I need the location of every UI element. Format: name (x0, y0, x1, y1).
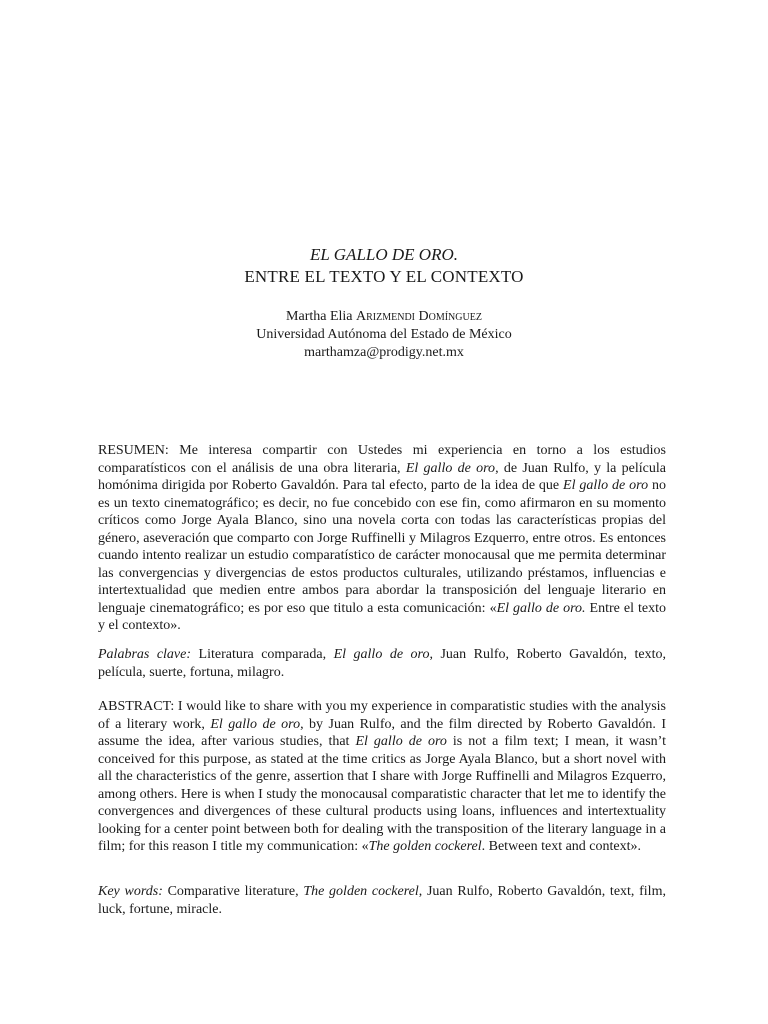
abstract-italic: El gallo de oro (355, 734, 447, 749)
abstract-label: ABSTRACT: (98, 699, 175, 714)
article-title (0, 244, 768, 288)
resumen-label: RESUMEN: (98, 443, 169, 458)
author-surname: Arizmendi Domínguez (356, 309, 482, 324)
abstract-text: is not a film text; I mean, it wasn’t conceived for this purpose, as stated at the time critics as Jorge Ayala Blanco, but a short novel with all the characteristics of the genre, assertion that I share with Jorge Ruffinelli and Milagros Ezquerro, among others. Here is when I study the monocausal comparatistic character that let me to identify the convergences and divergences of these cultural products using loans, influences and intertextuality looking for a center point between both for dealing with the transposition of the literary language in a film; for this reason I title my communication: « (98, 734, 666, 854)
resumen-text: Entre el texto y el contexto». (98, 600, 666, 633)
resumen-paragraph (98, 442, 666, 635)
keywords-text: Comparative literature, (162, 884, 304, 899)
keywords-italic: The golden cockerel (303, 884, 419, 899)
author-given-name: Martha Elia (286, 309, 353, 324)
palabras-clave-paragraph (98, 646, 666, 681)
resumen-italic: El gallo de oro (563, 478, 649, 493)
author-name (0, 308, 768, 326)
palabras-clave-italic: El gallo de oro (333, 647, 430, 662)
abstract-text: . Between text and context». (481, 839, 642, 854)
resumen-text: Me interesa compartir con Ustedes mi experiencia en torno a los estudios comparatísticos con el análisis de una obra literaria, (98, 443, 666, 476)
title-line-2: ENTRE EL TEXTO Y EL CONTEXTO (244, 267, 524, 286)
palabras-clave-text: , Juan Rulfo, Roberto Gavaldón, texto, película, suerte, fortuna, milagro. (98, 647, 666, 680)
abstract-text: I would like to share with you my experience in comparatistic studies with the analysis of a literary work, (98, 699, 666, 732)
keywords-paragraph (98, 883, 666, 918)
keywords-label: Key words: (98, 884, 163, 899)
resumen-text: , de Juan Rulfo, y la película homónima dirigida por Roberto Gavaldón. Para tal efecto, parto de la idea de que (98, 460, 666, 493)
resumen-italic: El gallo de oro (405, 460, 496, 476)
author-affiliation: Universidad Autónoma del Estado de México (256, 327, 512, 342)
title-line-1: EL GALLO DE ORO. (310, 245, 458, 264)
abstract-paragraph (98, 698, 666, 856)
palabras-clave-text: Literatura comparada, (191, 647, 334, 662)
abstract-italic: The golden cockerel (368, 839, 482, 854)
abstract-italic: El gallo de oro (210, 716, 301, 732)
resumen-text: no es un texto cinematográfico; es decir, no fue concebido con ese fin, como afirmaron en su momento críticos como Jorge Ayala Blanco, sino una novela corta con todas las características propias del género, aseveración que comparto con Jorge Ruffinelli y Milagros Ezquerro, entre otros. Es entonces cuando intento realizar un estudio comparatístico de carácter monocausal que me permita determinar las convergencias y divergencias de estos productos culturales, utilizando préstamos, influencias e intertextualidad que medien entre ambos para abordar la transposición del lenguaje literario en lenguaje cinematográfico; es por eso que titulo a esta comunicación: « (98, 478, 667, 616)
abstract-text: , by Juan Rulfo, and the film directed by Roberto Gavaldón. I assume the idea, after various studies, that (98, 716, 666, 749)
keywords-text: , Juan Rulfo, Roberto Gavaldón, text, film, luck, fortune, miracle. (98, 884, 666, 917)
palabras-clave-label: Palabras clave: (98, 647, 192, 662)
author-email: marthamza@prodigy.net.mx (304, 345, 464, 360)
resumen-italic: El gallo de oro. (496, 600, 586, 616)
author-block (0, 308, 768, 362)
